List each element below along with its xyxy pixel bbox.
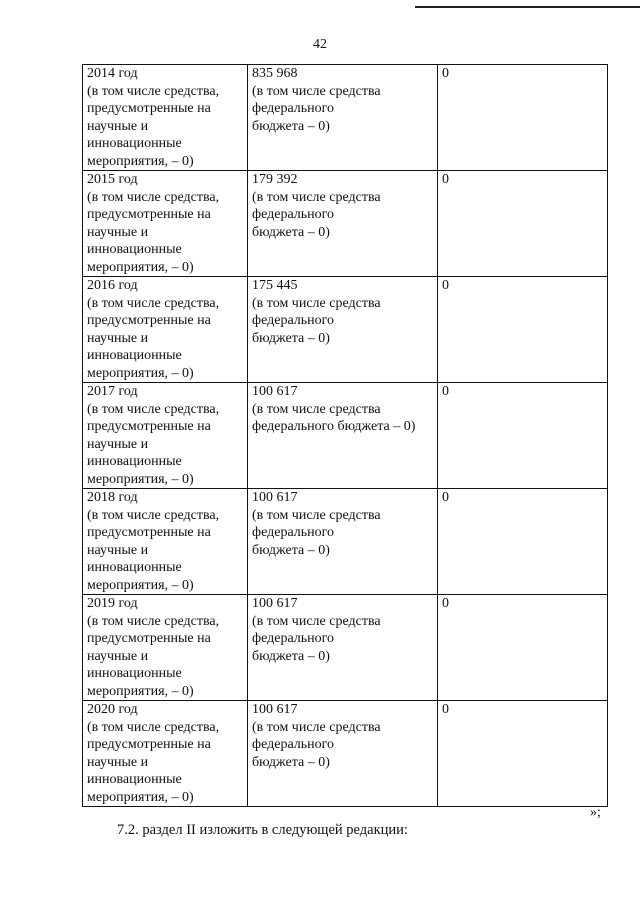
value-cell-text: 0 xyxy=(442,490,449,505)
amount-cell xyxy=(248,595,438,701)
amount-cell-line: федерального xyxy=(252,313,335,328)
year-cell-line: инновационные xyxy=(87,348,182,363)
year-cell-line: инновационные xyxy=(87,560,182,575)
year-cell-line: научные и xyxy=(87,436,149,452)
year-cell-line: предусмотренные на xyxy=(87,207,211,222)
year-cell-line: предусмотренные на xyxy=(87,631,211,646)
value-cell-text: 0 xyxy=(442,66,449,81)
year-cell xyxy=(83,701,248,807)
value-cell-text: 0 xyxy=(442,172,449,187)
amount-cell-line: 175 445 xyxy=(252,278,298,293)
year-cell-line: (в том числе средства, xyxy=(87,719,220,735)
year-cell-line: предусмотренные на xyxy=(87,737,211,752)
year-cell-line: 2015 год xyxy=(87,172,138,187)
year-cell-line: научные и xyxy=(87,118,149,134)
amount-cell xyxy=(248,171,438,277)
year-cell-line: (в том числе средства, xyxy=(87,613,220,629)
amount-cell-line: (в том числе средства xyxy=(252,401,381,417)
amount-cell-line: 179 392 xyxy=(252,172,298,187)
value-cell-text: 0 xyxy=(442,384,449,399)
year-cell-line: научные и xyxy=(87,754,149,770)
amount-cell-line: федерального бюджета – 0) xyxy=(252,419,416,434)
amount-cell xyxy=(248,489,438,595)
year-cell-line: предусмотренные на xyxy=(87,101,211,116)
page-number: 42 xyxy=(313,37,327,52)
amount-cell-line: бюджета – 0) xyxy=(252,224,330,240)
value-cell-text: 0 xyxy=(442,702,449,717)
amount-cell-line: федерального xyxy=(252,737,335,752)
year-cell-line: предусмотренные на xyxy=(87,313,211,328)
table-row xyxy=(83,701,608,807)
year-cell-line: (в том числе средства, xyxy=(87,507,220,523)
year-cell-line: 2020 год xyxy=(87,702,138,717)
amount-cell xyxy=(248,65,438,171)
amount-cell-line: федерального xyxy=(252,207,335,222)
year-cell-line: предусмотренные на xyxy=(87,525,211,540)
year-cell-line: научные и xyxy=(87,330,149,346)
year-cell xyxy=(83,595,248,701)
amount-cell xyxy=(248,383,438,489)
year-cell xyxy=(83,383,248,489)
year-cell-line: научные и xyxy=(87,542,149,558)
table-row xyxy=(83,595,608,701)
amount-cell-line: бюджета – 0) xyxy=(252,542,330,558)
table-row xyxy=(83,171,608,277)
year-cell-line: инновационные xyxy=(87,772,182,787)
amount-cell-line: 100 617 xyxy=(252,596,298,611)
year-cell-line: инновационные xyxy=(87,136,182,151)
closing-quote-mark: »; xyxy=(590,805,601,820)
year-cell-line: (в том числе средства, xyxy=(87,295,220,311)
amount-cell-line: 835 968 xyxy=(252,66,298,81)
year-cell-line: 2018 год xyxy=(87,490,138,505)
year-cell-line: научные и xyxy=(87,648,149,664)
value-cell xyxy=(438,277,608,383)
amount-cell-line: 100 617 xyxy=(252,384,298,399)
year-cell-line: (в том числе средства, xyxy=(87,401,220,417)
table-row xyxy=(83,489,608,595)
amount-cell-line: (в том числе средства xyxy=(252,189,381,205)
value-cell xyxy=(438,595,608,701)
year-cell-line: мероприятия, – 0) xyxy=(87,259,194,275)
year-cell-line: предусмотренные на xyxy=(87,419,211,434)
top-rule xyxy=(415,6,640,8)
year-cell-line: мероприятия, – 0) xyxy=(87,683,194,699)
year-cell-line: мероприятия, – 0) xyxy=(87,789,194,805)
value-cell xyxy=(438,701,608,807)
amount-cell xyxy=(248,701,438,807)
value-cell-text: 0 xyxy=(442,596,449,611)
value-cell xyxy=(438,171,608,277)
amount-cell-line: федерального xyxy=(252,101,335,116)
amount-cell-line: (в том числе средства xyxy=(252,83,381,99)
year-cell-line: научные и xyxy=(87,224,149,240)
year-cell-line: (в том числе средства, xyxy=(87,189,220,205)
section-paragraph: 7.2. раздел II изложить в следующей редакции: xyxy=(117,822,408,838)
year-cell-line: (в том числе средства, xyxy=(87,83,220,99)
budget-table-body xyxy=(83,65,608,807)
year-cell-line: мероприятия, – 0) xyxy=(87,577,194,593)
table-row xyxy=(83,277,608,383)
value-cell-text: 0 xyxy=(442,278,449,293)
table-row xyxy=(83,65,608,171)
year-cell xyxy=(83,171,248,277)
amount-cell-line: бюджета – 0) xyxy=(252,754,330,770)
year-cell xyxy=(83,277,248,383)
table-row xyxy=(83,383,608,489)
amount-cell-line: (в том числе средства xyxy=(252,719,381,735)
year-cell-line: 2014 год xyxy=(87,66,138,81)
amount-cell-line: бюджета – 0) xyxy=(252,330,330,346)
year-cell-line: инновационные xyxy=(87,666,182,681)
value-cell xyxy=(438,65,608,171)
amount-cell-line: бюджета – 0) xyxy=(252,648,330,664)
amount-cell xyxy=(248,277,438,383)
year-cell-line: 2019 год xyxy=(87,596,138,611)
year-cell xyxy=(83,65,248,171)
year-cell-line: 2017 год xyxy=(87,384,138,399)
amount-cell-line: (в том числе средства xyxy=(252,507,381,523)
amount-cell-line: бюджета – 0) xyxy=(252,118,330,134)
year-cell-line: инновационные xyxy=(87,242,182,257)
amount-cell-line: федерального xyxy=(252,631,335,646)
amount-cell-line: (в том числе средства xyxy=(252,295,381,311)
year-cell-line: мероприятия, – 0) xyxy=(87,471,194,487)
budget-table xyxy=(82,64,608,807)
value-cell xyxy=(438,383,608,489)
amount-cell-line: федерального xyxy=(252,525,335,540)
amount-cell-line: 100 617 xyxy=(252,490,298,505)
amount-cell-line: (в том числе средства xyxy=(252,613,381,629)
year-cell-line: мероприятия, – 0) xyxy=(87,365,194,381)
year-cell-line: мероприятия, – 0) xyxy=(87,153,194,169)
year-cell xyxy=(83,489,248,595)
year-cell-line: 2016 год xyxy=(87,278,138,293)
amount-cell-line: 100 617 xyxy=(252,702,298,717)
year-cell-line: инновационные xyxy=(87,454,182,469)
value-cell xyxy=(438,489,608,595)
